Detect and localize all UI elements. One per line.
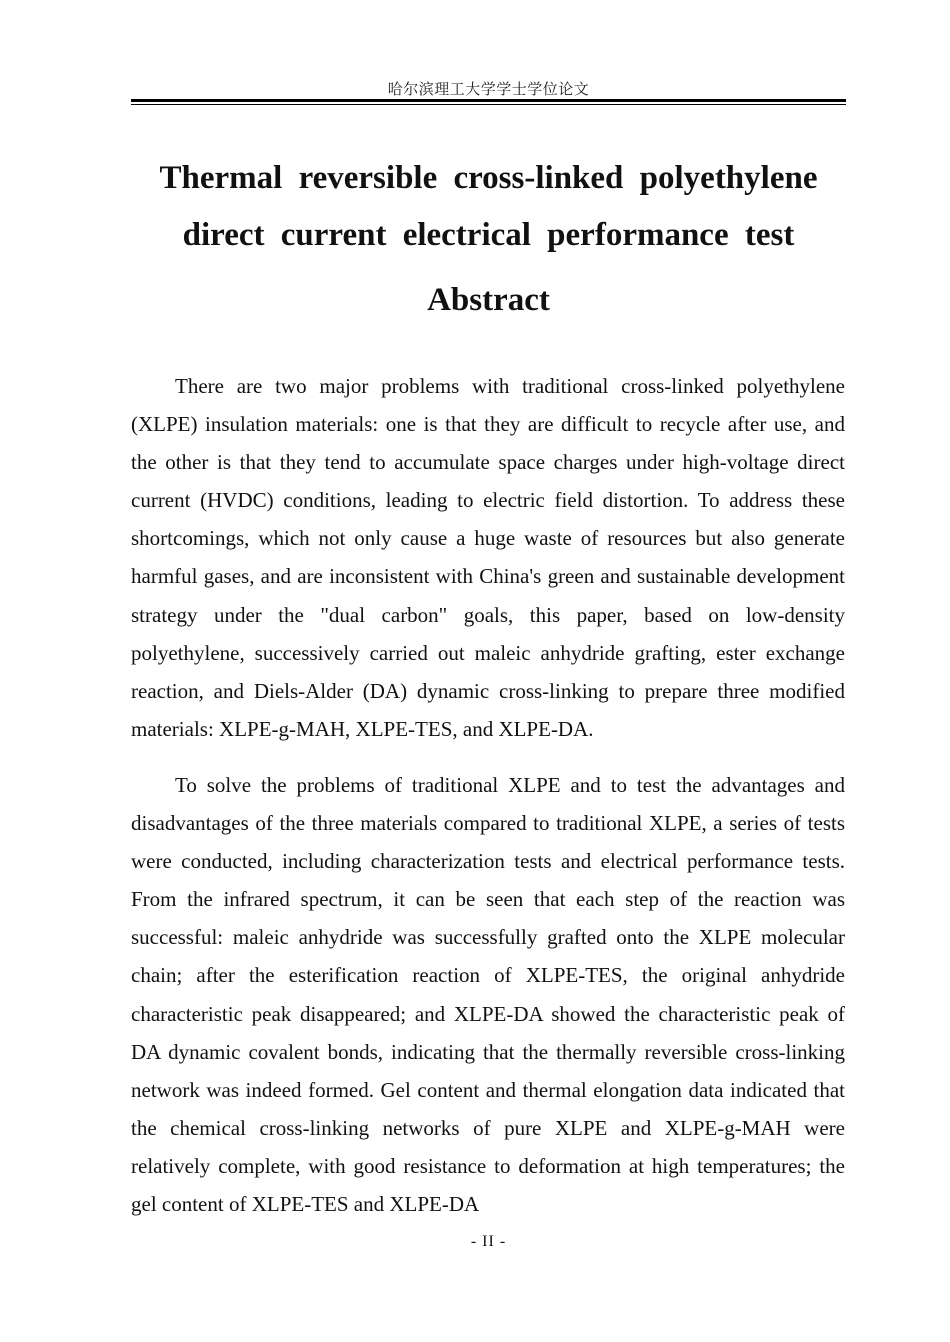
abstract-paragraph-1: There are two major problems with traditional cross-linked polyethylene (XLPE) insulation materials: one is that they are difficult to recycle after use, and the other is that they tend to accumulate space charges under high-voltage direct current (HVDC) conditions, leading to electric field distortion. To address these shortcomings, which not only cause a huge waste of resources but also generate harmful gases, and are inconsistent with China's green and sustainable development strategy under the "dual carbon" goals, this paper, based on low-density polyethylene, successively carried out maleic anhydride grafting, ester exchange reaction, and Diels-Alder (DA) dynamic cross-linking to prepare three modified materials: XLPE-g-MAH, XLPE-TES, and XLPE-DA.	[131, 374, 845, 741]
title-line-1: Thermal reversible cross-linked polyethylene	[159, 160, 818, 196]
header-rule-thick	[131, 99, 846, 102]
abstract-body	[131, 367, 845, 1223]
page-number: - II -	[470, 1233, 507, 1250]
header-rule-thin	[131, 104, 846, 105]
thesis-title	[131, 150, 846, 264]
running-header: 哈尔滨理工大学学士学位论文	[387, 82, 590, 98]
abstract-heading: Abstract	[427, 282, 550, 318]
title-line-2: direct current electrical performance test	[182, 217, 795, 253]
abstract-paragraph-2: To solve the problems of traditional XLPE and to test the advantages and disadvantages of the three materials compared to traditional XLPE, a series of tests were conducted, including characterization tests and electrical performance tests. From the infrared spectrum, it can be seen that each step of the reaction was successful: maleic anhydride was successfully grafted onto the XLPE molecular chain; after the esterification reaction of XLPE-TES, the original anhydride characteristic peak disappeared; and XLPE-DA showed the characteristic peak of DA dynamic covalent bonds, indicating that the thermally reversible cross-linking network was indeed formed. Gel content and thermal elongation data indicated that the chemical cross-linking networks of pure XLPE and XLPE-g-MAH were relatively complete, with good resistance to deformation at high temperatures; the gel content of XLPE-TES and XLPE-DA	[131, 772, 845, 1216]
